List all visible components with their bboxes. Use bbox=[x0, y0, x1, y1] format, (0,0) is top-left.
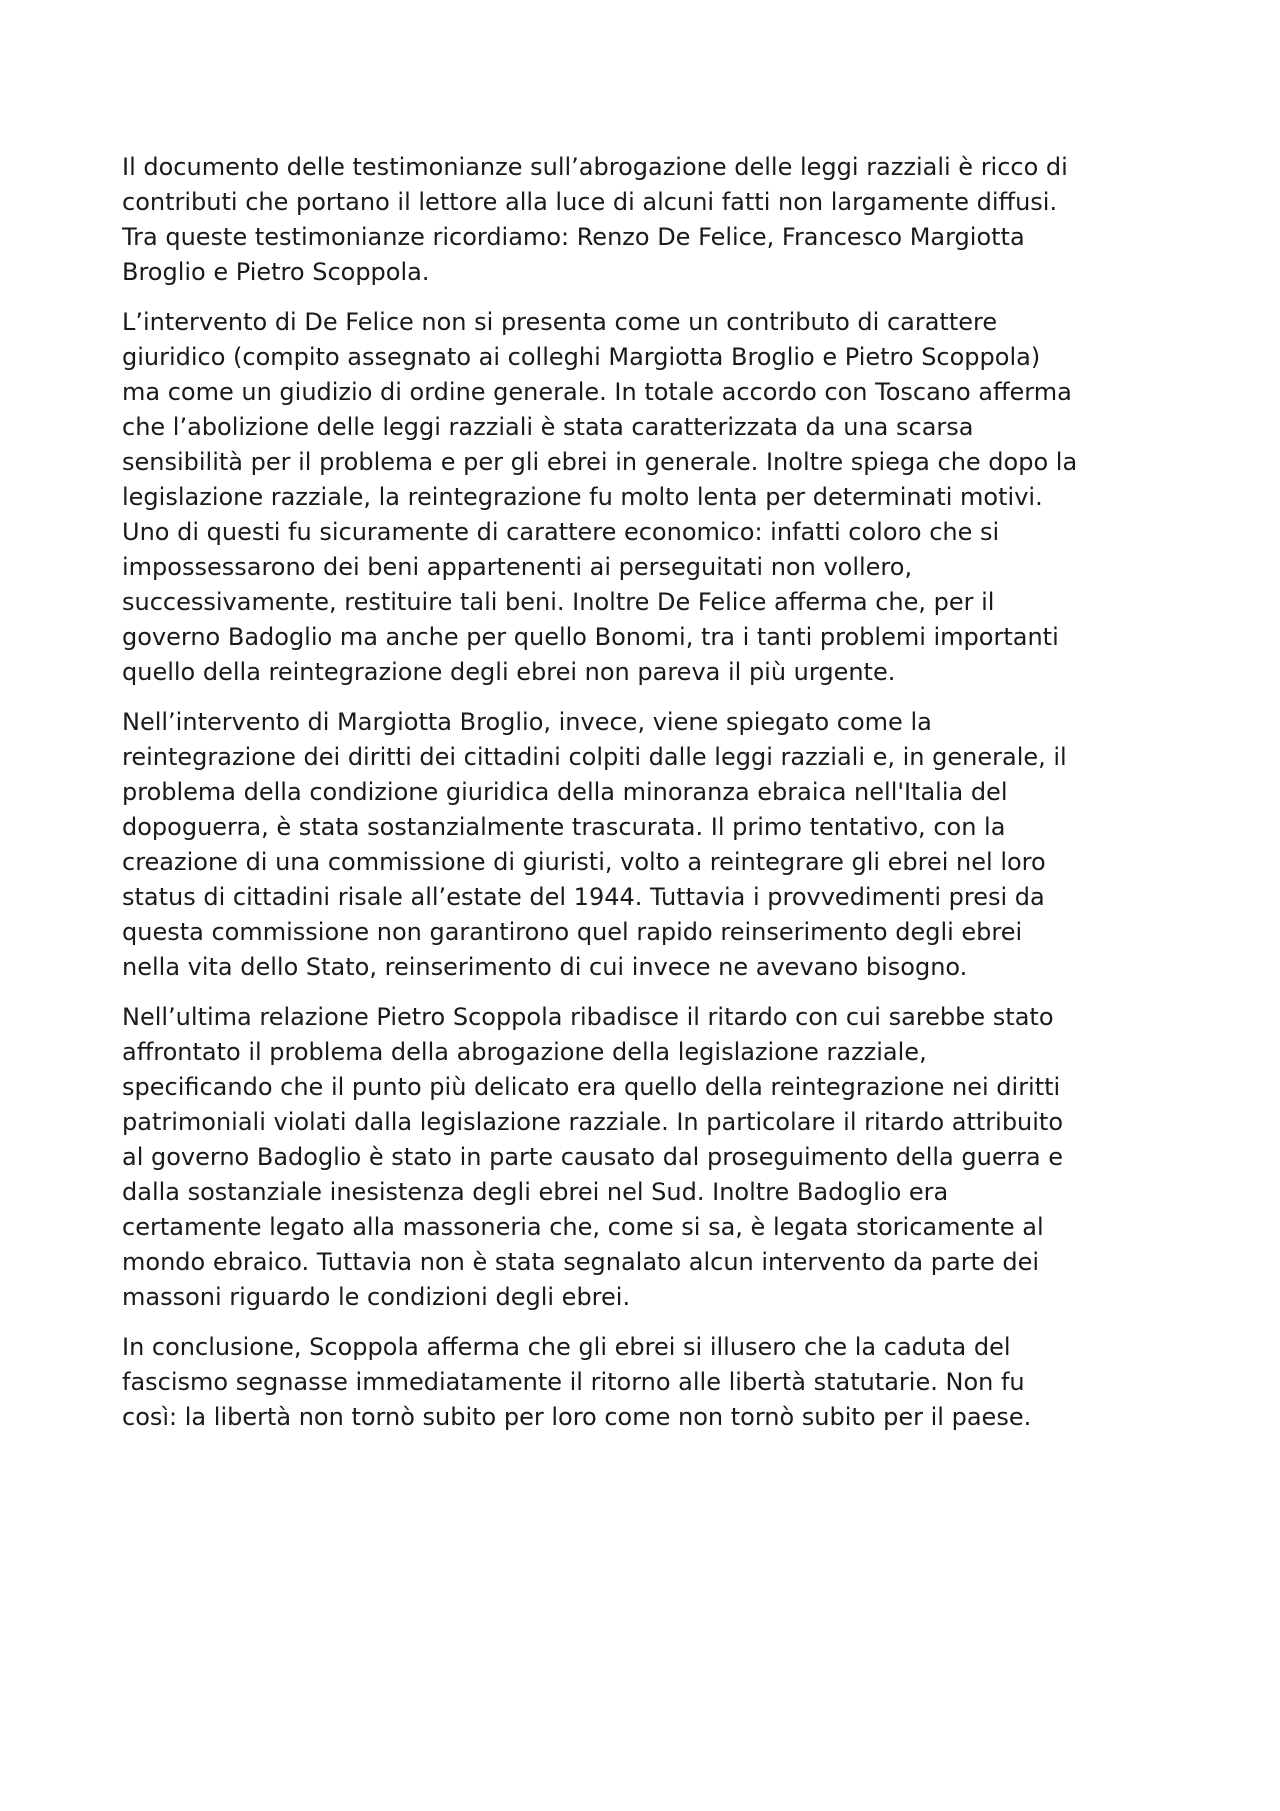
text-line: successivamente, restituire tali beni. Inoltre De Felice afferma che, per il bbox=[122, 588, 995, 616]
paragraph-intro bbox=[122, 150, 1174, 290]
text-line: In conclusione, Scoppola afferma che gli ebrei si illusero che la caduta del bbox=[122, 1333, 1011, 1361]
text-line: che l’abolizione delle leggi razziali è stata caratterizzata da una scarsa bbox=[122, 413, 974, 441]
text-line: sensibilità per il problema e per gli ebrei in generale. Inoltre spiega che dopo la bbox=[122, 448, 1078, 476]
text-line: status di cittadini risale all’estate del 1944. Tuttavia i provvedimenti presi da bbox=[122, 883, 1045, 911]
text-line: ma come un giudizio di ordine generale. In totale accordo con Toscano afferma bbox=[122, 378, 1072, 406]
text-line: problema della condizione giuridica della minoranza ebraica nell'Italia del bbox=[122, 778, 1008, 806]
paragraph-de-felice bbox=[122, 305, 1174, 690]
text-line: Nell’ultima relazione Pietro Scoppola ribadisce il ritardo con cui sarebbe stato bbox=[122, 1003, 1054, 1031]
text-line: certamente legato alla massoneria che, come si sa, è legata storicamente al bbox=[122, 1213, 1044, 1241]
text-line: massoni riguardo le condizioni degli ebrei. bbox=[122, 1283, 631, 1311]
text-line: Broglio e Pietro Scoppola. bbox=[122, 258, 430, 286]
text-line: patrimoniali violati dalla legislazione razziale. In particolare il ritardo attribuito bbox=[122, 1108, 1064, 1136]
text-line: Nell’intervento di Margiotta Broglio, invece, viene spiegato come la bbox=[122, 708, 932, 736]
text-line: al governo Badoglio è stato in parte causato dal proseguimento della guerra e bbox=[122, 1143, 1063, 1171]
text-line: quello della reintegrazione degli ebrei non pareva il più urgente. bbox=[122, 658, 896, 686]
text-line: dalla sostanziale inesistenza degli ebrei nel Sud. Inoltre Badoglio era bbox=[122, 1178, 949, 1206]
text-line: così: la libertà non tornò subito per loro come non tornò subito per il paese. bbox=[122, 1403, 1032, 1431]
paragraph-conclusion bbox=[122, 1330, 1174, 1435]
text-line: impossessarono dei beni appartenenti ai perseguitati non vollero, bbox=[122, 553, 913, 581]
paragraph-scoppola bbox=[122, 1000, 1174, 1315]
text-line: L’intervento di De Felice non si presenta come un contributo di carattere bbox=[122, 308, 998, 336]
text-line: creazione di una commissione di giuristi, volto a reintegrare gli ebrei nel loro bbox=[122, 848, 1046, 876]
paragraph-margiotta-broglio bbox=[122, 705, 1174, 985]
text-line: Tra queste testimonianze ricordiamo: Renzo De Felice, Francesco Margiotta bbox=[122, 223, 1025, 251]
text-line: nella vita dello Stato, reinserimento di cui invece ne avevano bisogno. bbox=[122, 953, 968, 981]
text-line: fascismo segnasse immediatamente il ritorno alle libertà statutarie. Non fu bbox=[122, 1368, 1025, 1396]
text-line: dopoguerra, è stata sostanzialmente trascurata. Il primo tentativo, con la bbox=[122, 813, 1006, 841]
document-body bbox=[122, 150, 1174, 1450]
text-line: legislazione razziale, la reintegrazione fu molto lenta per determinati motivi. bbox=[122, 483, 1043, 511]
text-line: contributi che portano il lettore alla luce di alcuni fatti non largamente diffusi. bbox=[122, 188, 1058, 216]
text-line: questa commissione non garantirono quel rapido reinserimento degli ebrei bbox=[122, 918, 1023, 946]
text-line: reintegrazione dei diritti dei cittadini colpiti dalle leggi razziali e, in generale, il bbox=[122, 743, 1067, 771]
text-line: Uno di questi fu sicuramente di carattere economico: infatti coloro che si bbox=[122, 518, 1000, 546]
text-line: giuridico (compito assegnato ai colleghi Margiotta Broglio e Pietro Scoppola) bbox=[122, 343, 1041, 371]
text-line: affrontato il problema della abrogazione della legislazione razziale, bbox=[122, 1038, 927, 1066]
text-line: Il documento delle testimonianze sull’abrogazione delle leggi razziali è ricco di bbox=[122, 153, 1068, 181]
text-line: governo Badoglio ma anche per quello Bonomi, tra i tanti problemi importanti bbox=[122, 623, 1059, 651]
text-line: specificando che il punto più delicato era quello della reintegrazione nei diritti bbox=[122, 1073, 1061, 1101]
text-line: mondo ebraico. Tuttavia non è stata segnalato alcun intervento da parte dei bbox=[122, 1248, 1040, 1276]
